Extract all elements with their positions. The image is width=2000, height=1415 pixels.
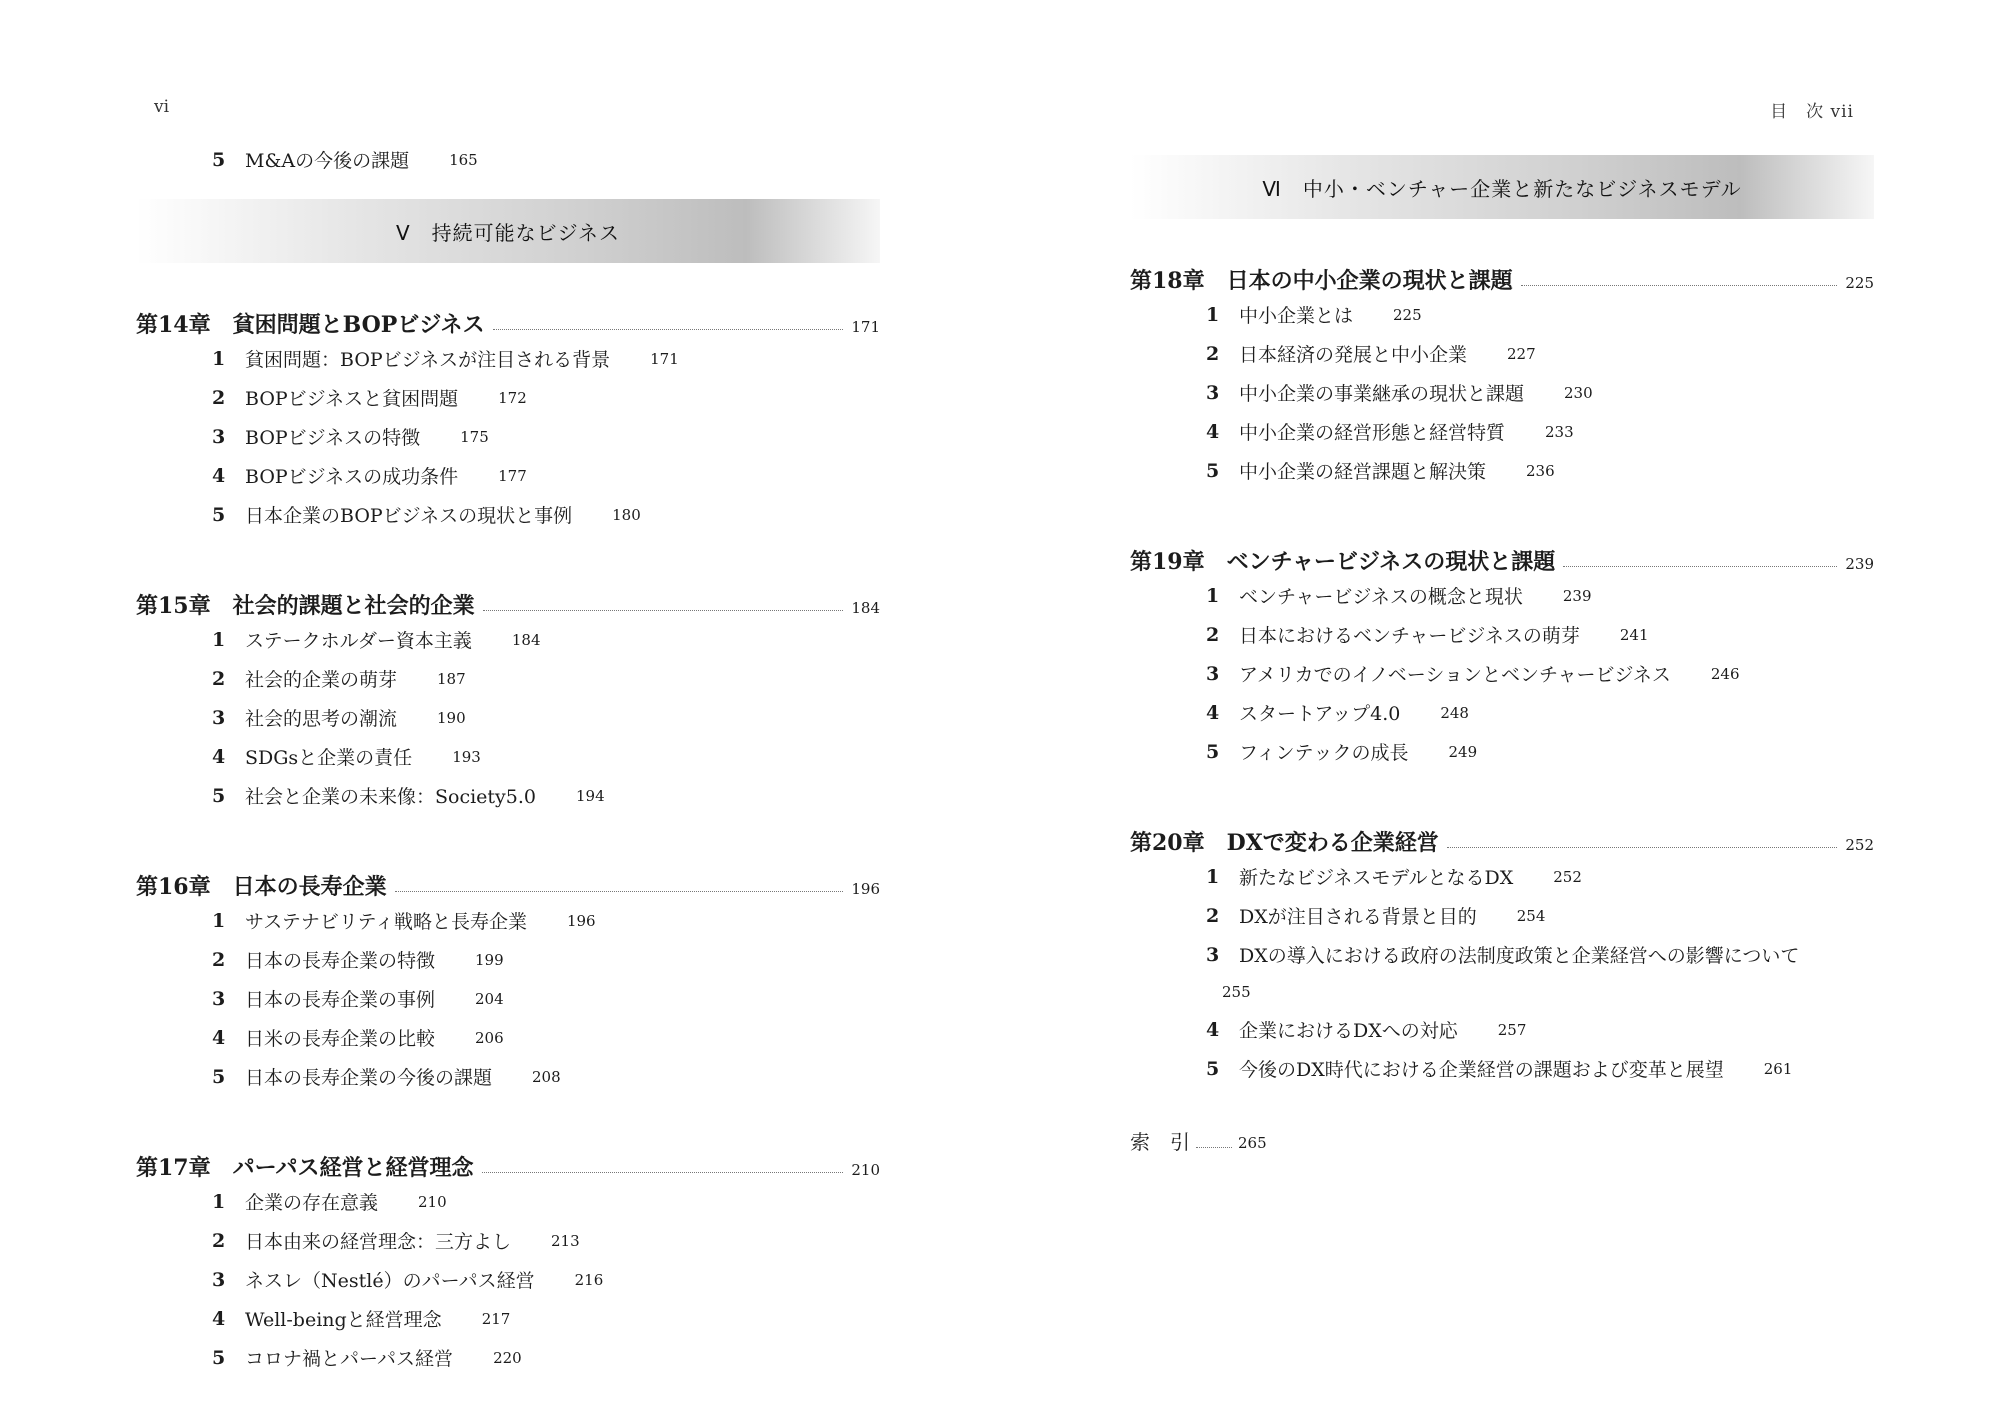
chapter-number: 第18章 xyxy=(1130,268,1205,294)
section-page: 225 xyxy=(1393,305,1422,324)
section-title: BOPビジネスの特徴 xyxy=(245,427,421,449)
section-entry[interactable] xyxy=(136,495,880,534)
section-list xyxy=(136,339,880,534)
section-entry[interactable] xyxy=(1130,412,1874,451)
section-number: 1 xyxy=(212,628,226,651)
section-number: 3 xyxy=(212,987,226,1010)
section-entry[interactable] xyxy=(136,1299,880,1338)
section-page: 246 xyxy=(1710,664,1740,683)
section-title: DXの導入における政府の法制度政策と企業経営への影響について xyxy=(1239,945,1800,967)
section-number: 1 xyxy=(1206,303,1220,326)
section-number: 4 xyxy=(212,1307,226,1330)
section-title: BOPビジネスと貧困問題 xyxy=(245,388,459,410)
section-entry[interactable] xyxy=(136,940,880,979)
section-page: 175 xyxy=(460,427,489,446)
section-title: Well-beingと経営理念 xyxy=(245,1309,442,1331)
chapter-heading[interactable] xyxy=(136,853,880,901)
section-title: 日本の長寿企業の今後の課題 xyxy=(245,1067,493,1089)
section-number: 2 xyxy=(1206,904,1220,927)
section-page: 213 xyxy=(551,1231,580,1250)
section-entry[interactable] xyxy=(1130,373,1874,412)
section-title: ネスレ（Nestlé）のパーパス経営 xyxy=(245,1270,535,1292)
chapter-title: 貧困問題とBOPビジネス xyxy=(232,312,485,338)
chapter-block xyxy=(1130,528,1874,771)
chapter-number: 第19章 xyxy=(1130,549,1205,575)
chapter-number: 第17章 xyxy=(136,1155,211,1181)
section-number: 4 xyxy=(1206,701,1220,724)
leader-dots xyxy=(395,891,844,892)
chapter-title: 社会的課題と社会的企業 xyxy=(232,593,475,619)
section-entry[interactable] xyxy=(1130,1010,1874,1049)
section-entry[interactable] xyxy=(1130,732,1874,771)
section-page: 210 xyxy=(418,1192,447,1211)
carry-over-section xyxy=(136,140,880,179)
section-number: 5 xyxy=(1206,740,1220,763)
section-entry[interactable] xyxy=(136,901,880,940)
section-title: 日米の長寿企業の比較 xyxy=(245,1028,436,1050)
chapter-number: 第14章 xyxy=(136,312,211,338)
section-entry[interactable] xyxy=(1130,576,1874,615)
section-page: 233 xyxy=(1545,422,1574,441)
section-title: 日本におけるベンチャービジネスの萌芽 xyxy=(1239,625,1580,647)
section-number: 3 xyxy=(1206,943,1220,966)
section-page: 227 xyxy=(1507,344,1536,363)
section-number: 2 xyxy=(1206,342,1220,365)
section-entry[interactable] xyxy=(136,620,880,659)
section-title: 日本経済の発展と中小企業 xyxy=(1239,344,1468,366)
part-title-band: Ⅴ 持続可能なビジネス xyxy=(136,199,880,263)
section-page: 217 xyxy=(481,1309,511,1328)
section-page: 171 xyxy=(650,349,679,368)
section-title: 中小企業の事業継承の現状と課題 xyxy=(1239,383,1525,405)
section-page: 187 xyxy=(437,669,466,688)
section-title: アメリカでのイノベーションとベンチャービジネス xyxy=(1239,664,1671,686)
section-title: 企業の存在意義 xyxy=(245,1192,379,1214)
section-page: 239 xyxy=(1562,586,1592,605)
chapter-block xyxy=(136,1134,880,1377)
section-title: 新たなビジネスモデルとなるDX xyxy=(1239,867,1514,889)
section-number: 3 xyxy=(1206,381,1220,404)
section-entry[interactable] xyxy=(1130,693,1874,732)
section-title: 企業におけるDXへの対応 xyxy=(1239,1020,1458,1042)
section-entry[interactable] xyxy=(136,339,880,378)
chapter-number: 第16章 xyxy=(136,874,211,900)
section-number: 4 xyxy=(1206,420,1220,443)
chapter-page: 252 xyxy=(1845,836,1874,854)
section-number: 3 xyxy=(1206,662,1220,685)
leader-dots xyxy=(1521,285,1838,286)
section-title: 今後のDX時代における企業経営の課題および変革と展望 xyxy=(1239,1059,1724,1081)
leader-dots xyxy=(483,610,844,611)
section-entry[interactable] xyxy=(136,1182,880,1221)
leader-dots xyxy=(1563,566,1837,567)
section-list xyxy=(136,1182,880,1377)
section-page: 257 xyxy=(1497,1020,1527,1039)
section-entry[interactable] xyxy=(136,737,880,776)
section-title: ステークホルダー資本主義 xyxy=(245,630,472,652)
section-title: 社会的企業の萌芽 xyxy=(245,669,398,691)
section-page-continuation xyxy=(1130,974,1874,1010)
section-entry[interactable] xyxy=(1130,1049,1874,1088)
section-entry[interactable] xyxy=(136,417,880,456)
section-title: ベンチャービジネスの概念と現状 xyxy=(1239,586,1523,608)
section-page: 196 xyxy=(566,911,596,930)
section-page: 165 xyxy=(449,150,478,169)
section-title: 日本企業のBOPビジネスの現状と事例 xyxy=(245,505,573,527)
section-title: コロナ禍とパーパス経営 xyxy=(245,1348,454,1370)
leader-dots xyxy=(1447,847,1838,848)
chapter-heading[interactable] xyxy=(1130,809,1874,857)
section-number: 3 xyxy=(212,1268,226,1291)
section-page: 177 xyxy=(498,466,527,485)
section-title: スタートアップ4.0 xyxy=(1239,703,1401,725)
chapter-heading[interactable] xyxy=(136,291,880,339)
section-list xyxy=(136,901,880,1096)
chapter-page: 196 xyxy=(851,880,880,898)
chapter-title: DXで変わる企業経営 xyxy=(1226,830,1439,856)
section-entry[interactable] xyxy=(136,659,880,698)
section-page: 241 xyxy=(1619,625,1649,644)
section-number: 1 xyxy=(1206,584,1220,607)
section-title: 社会と企業の未来像：Society5.0 xyxy=(245,786,537,808)
chapter-block xyxy=(136,572,880,815)
section-entry[interactable] xyxy=(136,1221,880,1260)
section-entry[interactable] xyxy=(136,698,880,737)
chapter-title: ベンチャービジネスの現状と課題 xyxy=(1226,549,1556,575)
chapter-block xyxy=(1130,809,1874,1088)
section-entry[interactable] xyxy=(1130,615,1874,654)
chapter-block xyxy=(136,291,880,534)
chapter-title: 日本の長寿企業 xyxy=(232,874,387,900)
part-title-band: Ⅵ 中小・ベンチャー企業と新たなビジネスモデル xyxy=(1130,155,1874,219)
section-title: 貧困問題：BOPビジネスが注目される背景 xyxy=(245,349,611,371)
chapter-block xyxy=(1130,247,1874,490)
section-number: 5 xyxy=(212,1065,226,1088)
right-page-number: vii xyxy=(1830,102,1854,122)
section-number: 1 xyxy=(212,1190,226,1213)
section-page: 236 xyxy=(1526,461,1555,480)
section-entry[interactable] xyxy=(1130,857,1874,896)
section-title: M&Aの今後の課題 xyxy=(245,150,410,172)
section-page: 206 xyxy=(475,1028,504,1047)
section-page: 255 xyxy=(1222,983,1251,1001)
left-page-number: vi xyxy=(154,97,170,117)
section-entry[interactable] xyxy=(1130,935,1874,974)
section-entry[interactable] xyxy=(1130,295,1874,334)
chapter-page: 225 xyxy=(1845,274,1874,292)
section-title: BOPビジネスの成功条件 xyxy=(245,466,459,488)
section-page: 172 xyxy=(498,388,527,407)
section-page: 204 xyxy=(475,989,504,1008)
section-number: 5 xyxy=(1206,1057,1220,1080)
section-title: 日本の長寿企業の事例 xyxy=(245,989,436,1011)
section-number: 3 xyxy=(212,706,226,729)
chapter-page: 239 xyxy=(1845,555,1874,573)
section-entry[interactable] xyxy=(1130,896,1874,935)
left-column xyxy=(136,140,880,1415)
section-number: 4 xyxy=(212,1026,226,1049)
chapter-page: 210 xyxy=(851,1161,880,1179)
section-page: 261 xyxy=(1763,1059,1793,1078)
chapter-heading[interactable] xyxy=(136,572,880,620)
section-page: 220 xyxy=(493,1348,522,1367)
section-entry[interactable] xyxy=(136,979,880,1018)
section-entry[interactable] xyxy=(136,1057,880,1096)
section-number: 2 xyxy=(212,386,226,409)
section-entry[interactable] xyxy=(136,1260,880,1299)
section-number: 2 xyxy=(212,1229,226,1252)
section-entry[interactable] xyxy=(1130,451,1874,490)
section-entry[interactable] xyxy=(1130,334,1874,373)
section-title: フィンテックの成長 xyxy=(1239,742,1409,764)
leader-dots xyxy=(1196,1147,1232,1148)
running-header-title: 目 次 xyxy=(1770,102,1825,122)
right-chapter-list xyxy=(1130,247,1874,1088)
section-number: 5 xyxy=(212,148,226,171)
section-entry[interactable] xyxy=(136,1018,880,1057)
index-label: 索 引 xyxy=(1130,1130,1190,1154)
section-entry[interactable] xyxy=(136,776,880,815)
chapter-heading[interactable] xyxy=(136,1134,880,1182)
section-number: 1 xyxy=(212,909,226,932)
section-entry[interactable] xyxy=(136,1338,880,1377)
section-number: 4 xyxy=(1206,1018,1220,1041)
section-page: 230 xyxy=(1564,383,1593,402)
right-page-header xyxy=(1770,97,1854,122)
section-number: 1 xyxy=(212,347,226,370)
section-page: 216 xyxy=(574,1270,604,1289)
section-title: 日本の長寿企業の特徴 xyxy=(245,950,436,972)
chapter-number: 第15章 xyxy=(136,593,211,619)
section-page: 180 xyxy=(612,505,641,524)
section-page: 248 xyxy=(1440,703,1469,722)
section-page: 254 xyxy=(1516,906,1546,925)
right-column xyxy=(1130,155,1874,1155)
section-number: 4 xyxy=(212,464,226,487)
section-page: 249 xyxy=(1448,742,1478,761)
section-number: 4 xyxy=(212,745,226,768)
section-number: 2 xyxy=(1206,623,1220,646)
leader-dots xyxy=(493,329,844,330)
section-list xyxy=(1130,576,1874,771)
section-title: 社会的思考の潮流 xyxy=(245,708,398,730)
section-page: 199 xyxy=(475,950,504,969)
section-number: 5 xyxy=(212,1346,226,1369)
section-number: 5 xyxy=(1206,459,1220,482)
section-number: 3 xyxy=(212,425,226,448)
section-title: サステナビリティ戦略と長寿企業 xyxy=(245,911,527,933)
section-entry[interactable] xyxy=(136,456,880,495)
chapter-heading[interactable] xyxy=(1130,247,1874,295)
index-entry[interactable] xyxy=(1130,1126,1874,1155)
section-page: 184 xyxy=(511,630,541,649)
section-list xyxy=(1130,295,1874,490)
section-page: 208 xyxy=(532,1067,561,1086)
section-title: 中小企業とは xyxy=(1239,305,1354,327)
index-page: 265 xyxy=(1238,1134,1267,1152)
section-entry[interactable] xyxy=(1130,654,1874,693)
section-title: SDGsと企業の責任 xyxy=(245,747,413,769)
section-number: 2 xyxy=(212,667,226,690)
section-page: 252 xyxy=(1553,867,1582,886)
section-list xyxy=(136,620,880,815)
section-number: 1 xyxy=(1206,865,1220,888)
section-page: 193 xyxy=(452,747,481,766)
leader-dots xyxy=(482,1172,844,1173)
section-page: 190 xyxy=(437,708,466,727)
chapter-page: 171 xyxy=(851,318,880,336)
section-number: 5 xyxy=(212,784,226,807)
section-entry[interactable] xyxy=(136,378,880,417)
chapter-number: 第20章 xyxy=(1130,830,1205,856)
section-title: 中小企業の経営形態と経営特質 xyxy=(1239,422,1506,444)
section-page: 194 xyxy=(576,786,605,805)
chapter-page: 184 xyxy=(851,599,880,617)
left-chapter-list xyxy=(136,291,880,1377)
chapter-title: パーパス経営と経営理念 xyxy=(232,1155,474,1181)
section-title: 日本由来の経営理念：三方よし xyxy=(245,1231,512,1253)
section-number: 5 xyxy=(212,503,226,526)
chapter-title: 日本の中小企業の現状と課題 xyxy=(1226,268,1513,294)
section-number: 2 xyxy=(212,948,226,971)
section-title: DXが注目される背景と目的 xyxy=(1239,906,1477,928)
chapter-heading[interactable] xyxy=(1130,528,1874,576)
section-list xyxy=(1130,857,1874,1088)
section-title: 中小企業の経営課題と解決策 xyxy=(1239,461,1487,483)
chapter-block xyxy=(136,853,880,1096)
